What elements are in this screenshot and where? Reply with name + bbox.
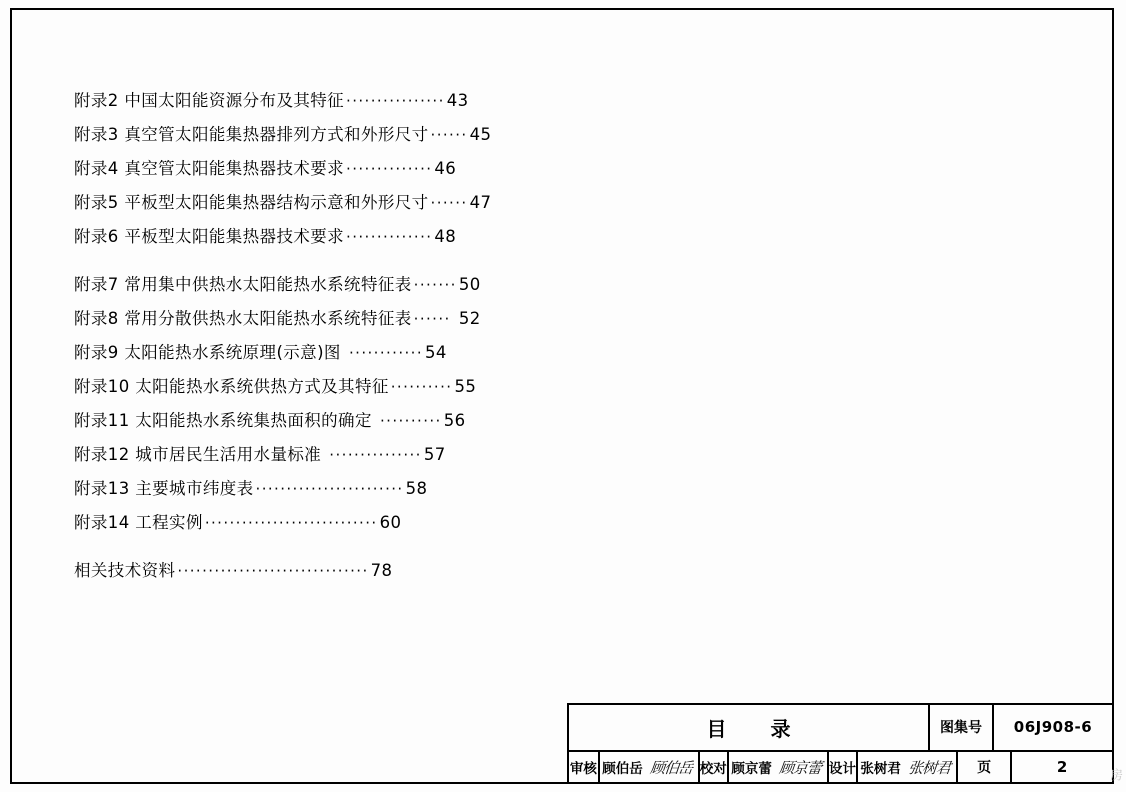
- review-name: 顾伯岳: [598, 752, 646, 782]
- toc-leader: ··············: [346, 228, 433, 246]
- design-label: 设计: [827, 752, 856, 782]
- toc-leader: ·······: [413, 276, 457, 294]
- check-signature: 顾京蕾: [778, 758, 823, 777]
- title-block: [567, 703, 1114, 784]
- toc-entry-label: 附录4 真空管太阳能集热器技术要求: [74, 159, 345, 178]
- toc-entry[interactable]: [74, 438, 694, 472]
- toc-entry[interactable]: [74, 152, 694, 186]
- toc-entry-label: 附录7 常用集中供热水太阳能热水系统特征表: [74, 275, 412, 294]
- toc-page-number: 56: [443, 411, 466, 430]
- toc-page-number: 58: [405, 479, 428, 498]
- title-block-top-row: [569, 705, 1112, 752]
- toc-entry-label: 附录6 平板型太阳能集热器技术要求: [74, 227, 345, 246]
- toc-entry[interactable]: [74, 336, 694, 370]
- toc-leader: ···············: [323, 446, 422, 464]
- page-number-label: 页: [956, 752, 1010, 782]
- toc-page-number: 55: [454, 377, 477, 396]
- toc-entry[interactable]: [74, 302, 694, 336]
- toc-page-number: 48: [434, 227, 457, 246]
- toc-entry-label: 附录8 常用分散供热水太阳能热水系统特征表: [74, 309, 412, 328]
- toc-entry-label: 附录12 城市居民生活用水量标准: [74, 445, 322, 464]
- toc-entry-label: 附录13 主要城市纬度表: [74, 479, 254, 498]
- toc-page-number: 78: [370, 561, 393, 580]
- review-signature: 顾伯岳: [649, 758, 694, 777]
- toc-entry[interactable]: [74, 506, 694, 540]
- toc-leader: ··············: [346, 160, 433, 178]
- toc-leader: ······: [413, 310, 457, 328]
- atlas-number-label: 图集号: [928, 705, 992, 750]
- toc-leader: ··········: [373, 412, 442, 430]
- toc-entry[interactable]: [74, 404, 694, 438]
- toc-entry-label: 附录10 太阳能热水系统供热方式及其特征: [74, 377, 389, 396]
- toc-entry-label: 附录9 太阳能热水系统原理(示意)图: [74, 343, 341, 362]
- toc-entry-label: 附录2 中国太阳能资源分布及其特征: [74, 91, 345, 110]
- watermark: 房: [1107, 768, 1122, 782]
- check-name: 顾京蕾: [727, 752, 775, 782]
- toc-leader: ······: [430, 194, 468, 212]
- toc-entry-label: 附录14 工程实例: [74, 513, 203, 532]
- toc-entry[interactable]: [74, 220, 694, 254]
- toc-entry[interactable]: [74, 186, 694, 220]
- toc-page-number: 50: [458, 275, 481, 294]
- toc-leader: ············: [342, 344, 424, 362]
- toc-leader: ····························: [204, 514, 378, 532]
- review-label: 审核: [569, 760, 597, 777]
- toc-entry-label: 附录5 平板型太阳能集热器结构示意和外形尺寸: [74, 193, 429, 212]
- page-title: 目 录: [706, 716, 803, 741]
- toc-page-number: 46: [434, 159, 457, 178]
- toc-page-number: 60: [379, 513, 402, 532]
- toc-leader: ················: [346, 92, 445, 110]
- toc-page-number: 52: [458, 309, 481, 328]
- toc-leader: ························: [255, 480, 404, 498]
- toc-entry-label: 附录11 太阳能热水系统集热面积的确定: [74, 411, 372, 430]
- page-number-value: 2: [1010, 752, 1112, 782]
- toc-page-number: 54: [425, 343, 447, 362]
- design-name: 张树君: [856, 752, 904, 782]
- toc-entry[interactable]: [74, 370, 694, 404]
- toc-leader: ······: [430, 126, 468, 144]
- toc-entry-label: 附录3 真空管太阳能集热器排列方式和外形尺寸: [74, 125, 429, 144]
- toc-entry[interactable]: [74, 472, 694, 506]
- toc-leader: ··········: [390, 378, 453, 396]
- atlas-number-value: 06J908-6: [992, 705, 1112, 750]
- toc-page-number: 57: [423, 445, 446, 464]
- title-block-signature-row: [569, 752, 1112, 782]
- toc-page-number: 47: [469, 193, 492, 212]
- toc-entry[interactable]: [74, 118, 694, 152]
- toc-entry-label: 相关技术资料: [74, 561, 176, 580]
- toc-page-number: 45: [469, 125, 492, 144]
- toc-page-number: 43: [446, 91, 469, 110]
- toc-entry[interactable]: [74, 84, 694, 118]
- toc-leader: ·······························: [177, 562, 369, 580]
- check-label: 校对: [698, 752, 727, 782]
- table-of-contents: [74, 84, 694, 588]
- toc-entry[interactable]: [74, 268, 694, 302]
- design-signature: 张树君: [907, 758, 952, 777]
- toc-entry[interactable]: [74, 554, 694, 588]
